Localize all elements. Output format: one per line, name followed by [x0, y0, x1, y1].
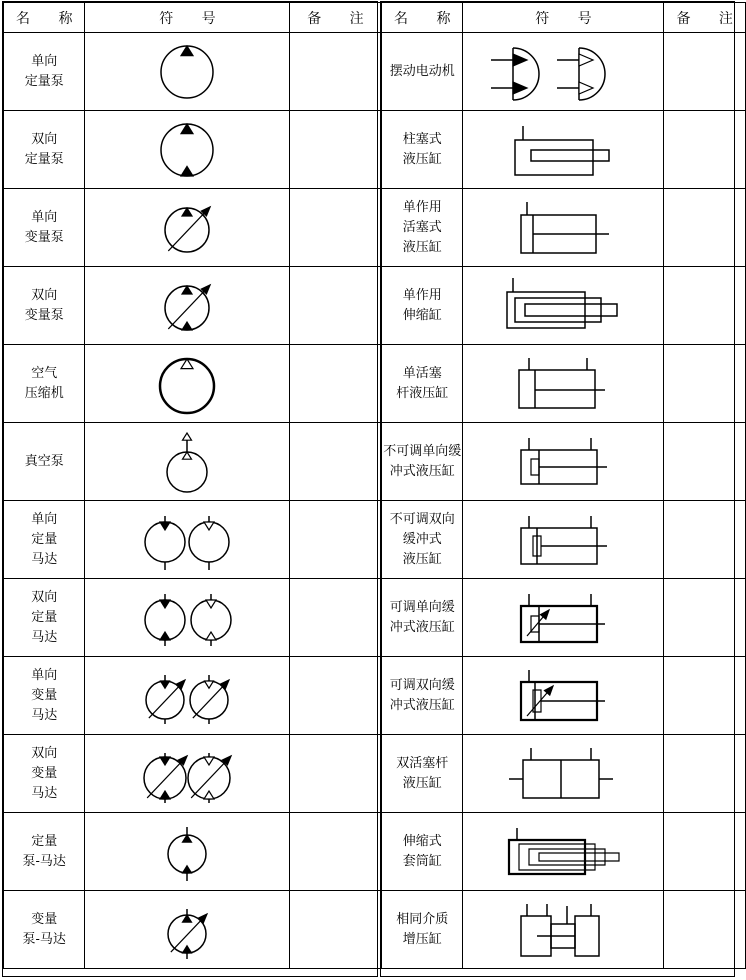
name-line: 不可调单向缓 [383, 443, 462, 459]
name-line: 双活塞杆 [396, 755, 449, 771]
name-line: 冲式液压缸 [389, 697, 455, 713]
symbol-name [4, 111, 85, 189]
bidirectional-fixed-motor-symbol-icon [87, 580, 287, 656]
table-row [4, 813, 381, 891]
name-line: 马达 [31, 551, 58, 567]
name-line: 单向 [31, 53, 58, 69]
table-row [382, 33, 746, 111]
unidirectional-fixed-motor-symbol-icon [87, 502, 287, 578]
table-row [4, 111, 381, 189]
name-line: 套筒缸 [402, 853, 442, 869]
single-acting-telescopic-cylinder-symbol-icon [463, 268, 663, 344]
name-line: 增压缸 [402, 931, 442, 947]
symbol-cell [85, 891, 290, 969]
note-cell [664, 501, 745, 579]
symbol-name [382, 33, 463, 111]
symbol-cell [463, 891, 664, 969]
note-cell [664, 579, 745, 657]
symbol-name [4, 501, 85, 579]
name-line: 泵-马达 [22, 853, 66, 869]
table-row [382, 423, 746, 501]
name-line: 双向 [31, 287, 58, 303]
air-compressor-symbol-icon [87, 346, 287, 422]
name-line: 可调单向缓 [389, 599, 455, 615]
column-header-note: 备 注 [664, 3, 745, 33]
plunger-cylinder-symbol-icon [463, 112, 663, 188]
symbol-cell [85, 813, 290, 891]
symbol-name [382, 501, 463, 579]
table-row [4, 267, 381, 345]
same-medium-intensifier-symbol-icon [463, 892, 663, 968]
symbol-name [4, 891, 85, 969]
symbol-cell [463, 267, 664, 345]
symbol-name [382, 345, 463, 423]
note-cell [290, 735, 381, 813]
name-line: 马达 [31, 629, 58, 645]
table-row [382, 345, 746, 423]
symbol-cell [85, 345, 290, 423]
symbol-name [382, 735, 463, 813]
name-line: 真空泵 [24, 453, 64, 469]
symbol-name [382, 423, 463, 501]
name-line: 单向 [31, 667, 58, 683]
name-line: 定量泵 [24, 73, 64, 89]
symbol-cell [85, 735, 290, 813]
symbol-cell [85, 267, 290, 345]
note-cell [290, 345, 381, 423]
name-line: 液压缸 [402, 151, 442, 167]
unidirectional-fixed-pump-symbol-icon [87, 34, 287, 110]
adjustable-double-cushion-cylinder-symbol-icon [463, 658, 663, 734]
name-line: 伸缩缸 [402, 307, 442, 323]
bidirectional-variable-motor-symbol-icon [87, 736, 287, 812]
name-line: 双向 [31, 745, 58, 761]
bidirectional-variable-pump-symbol-icon [87, 268, 287, 344]
name-line: 伸缩式 [402, 833, 442, 849]
fixed-double-cushion-cylinder-symbol-icon [463, 502, 663, 578]
name-line: 冲式液压缸 [389, 463, 455, 479]
vacuum-pump-symbol-icon [87, 424, 287, 500]
name-line: 马达 [31, 707, 58, 723]
note-cell [290, 579, 381, 657]
table-row [382, 501, 746, 579]
symbol-name [4, 735, 85, 813]
column-header-name: 名 称 [382, 3, 463, 33]
right-symbol-table [381, 2, 746, 969]
name-line: 压缩机 [24, 385, 64, 401]
note-cell [664, 345, 745, 423]
name-line: 变量 [31, 687, 58, 703]
symbol-cell [463, 33, 664, 111]
variable-pump-motor-symbol-icon [87, 892, 287, 968]
left-header-row [4, 3, 381, 33]
symbol-cell [85, 579, 290, 657]
symbol-cell [463, 657, 664, 735]
note-cell [290, 891, 381, 969]
table-row [4, 423, 381, 501]
column-header-symbol: 符 号 [85, 3, 290, 33]
name-line: 定量 [31, 833, 58, 849]
note-cell [664, 891, 745, 969]
note-cell [664, 423, 745, 501]
name-line: 定量 [31, 609, 58, 625]
name-line: 单活塞 [402, 365, 442, 381]
name-line: 泵-马达 [22, 931, 66, 947]
name-line: 单作用 [402, 287, 442, 303]
symbol-cell [463, 813, 664, 891]
symbol-name [382, 267, 463, 345]
note-cell [664, 813, 745, 891]
symbol-name [382, 189, 463, 267]
table-row [382, 813, 746, 891]
name-line: 单向 [31, 209, 58, 225]
name-line: 单作用 [402, 199, 442, 215]
symbol-cell [85, 33, 290, 111]
telescopic-sleeve-cylinder-symbol-icon [463, 814, 663, 890]
table-row [4, 33, 381, 111]
name-line: 变量 [31, 911, 58, 927]
symbol-cell [85, 501, 290, 579]
double-rod-cylinder-symbol-icon [463, 736, 663, 812]
symbol-name [4, 423, 85, 501]
table-row [4, 501, 381, 579]
name-line: 单向 [31, 511, 58, 527]
name-line: 马达 [31, 785, 58, 801]
symbol-cell [85, 657, 290, 735]
table-row [4, 189, 381, 267]
note-cell [664, 33, 745, 111]
symbol-cell [463, 111, 664, 189]
note-cell [290, 813, 381, 891]
note-cell [290, 189, 381, 267]
column-header-name: 名 称 [4, 3, 85, 33]
name-line: 双向 [31, 131, 58, 147]
name-line: 可调双向缓 [389, 677, 455, 693]
name-line: 定量 [31, 531, 58, 547]
symbol-name [382, 891, 463, 969]
right-header-row [382, 3, 746, 33]
symbol-cell [463, 345, 664, 423]
name-line: 冲式液压缸 [389, 619, 455, 635]
name-line: 液压缸 [402, 775, 442, 791]
note-cell [664, 657, 745, 735]
fixed-single-cushion-cylinder-symbol-icon [463, 424, 663, 500]
table-row [382, 735, 746, 813]
symbol-cell [463, 189, 664, 267]
table-row [4, 735, 381, 813]
symbol-name [382, 111, 463, 189]
note-cell [290, 267, 381, 345]
symbol-name [4, 657, 85, 735]
note-cell [664, 267, 745, 345]
symbol-cell [463, 735, 664, 813]
name-line: 双向 [31, 589, 58, 605]
note-cell [290, 657, 381, 735]
symbol-name [4, 345, 85, 423]
table-row [382, 189, 746, 267]
name-line: 空气 [31, 365, 58, 381]
symbol-name [4, 189, 85, 267]
symbol-name [382, 657, 463, 735]
note-cell [664, 111, 745, 189]
symbol-name [382, 813, 463, 891]
table-row [4, 579, 381, 657]
symbol-name [4, 33, 85, 111]
column-header-note: 备 注 [290, 3, 381, 33]
symbol-cell [463, 501, 664, 579]
name-line: 活塞式 [402, 219, 442, 235]
table-row [382, 267, 746, 345]
symbol-cell [463, 579, 664, 657]
fixed-pump-motor-symbol-icon [87, 814, 287, 890]
single-rod-cylinder-symbol-icon [463, 346, 663, 422]
name-line: 变量泵 [24, 307, 64, 323]
column-header-symbol: 符 号 [463, 3, 664, 33]
table-row [382, 657, 746, 735]
note-cell [290, 111, 381, 189]
unidirectional-variable-pump-symbol-icon [87, 190, 287, 266]
symbol-cell [463, 423, 664, 501]
name-line: 相同介质 [396, 911, 449, 927]
name-line: 定量泵 [24, 151, 64, 167]
single-acting-piston-cylinder-symbol-icon [463, 190, 663, 266]
unidirectional-variable-motor-symbol-icon [87, 658, 287, 734]
name-line: 缓冲式 [402, 531, 442, 547]
name-line: 变量泵 [24, 229, 64, 245]
symbol-name [4, 813, 85, 891]
note-cell [664, 735, 745, 813]
left-symbol-table [3, 2, 381, 969]
symbol-cell [85, 423, 290, 501]
name-line: 杆液压缸 [396, 385, 449, 401]
name-line: 摆动电动机 [389, 63, 455, 79]
note-cell [290, 501, 381, 579]
name-line: 不可调双向 [389, 511, 455, 527]
table-row [4, 657, 381, 735]
table-row [382, 891, 746, 969]
name-line: 变量 [31, 765, 58, 781]
table-row [4, 891, 381, 969]
table-row [382, 111, 746, 189]
symbol-name [4, 267, 85, 345]
name-line: 液压缸 [402, 551, 442, 567]
symbol-name [382, 579, 463, 657]
bidirectional-fixed-pump-symbol-icon [87, 112, 287, 188]
name-line: 液压缸 [402, 239, 442, 255]
table-row [382, 579, 746, 657]
symbol-cell [85, 111, 290, 189]
name-line: 柱塞式 [402, 131, 442, 147]
adjustable-single-cushion-cylinder-symbol-icon [463, 580, 663, 656]
note-cell [290, 423, 381, 501]
oscillating-motor-symbol-icon [463, 34, 663, 110]
note-cell [290, 33, 381, 111]
symbol-cell [85, 189, 290, 267]
symbol-name [4, 579, 85, 657]
note-cell [664, 189, 745, 267]
table-row [4, 345, 381, 423]
